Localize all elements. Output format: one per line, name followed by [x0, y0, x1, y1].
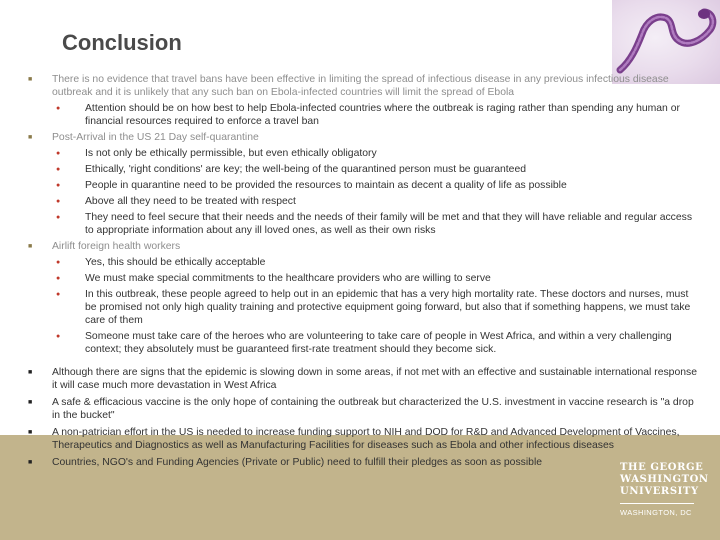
bullet-item: [28, 73, 698, 99]
bullet-item: [28, 240, 698, 253]
slide-title: Conclusion: [62, 30, 182, 55]
spacer: [28, 356, 698, 362]
square-bullet-icon: ■: [28, 369, 33, 376]
square-bullet-icon: ■: [28, 459, 33, 466]
dot-bullet-icon: ●: [56, 291, 61, 298]
dot-bullet-icon: ●: [56, 259, 61, 266]
bullet-item: [28, 396, 698, 422]
sub-bullet-item: [28, 195, 698, 208]
bullet-text: Post-Arrival in the US 21 Day self-quarantine: [52, 132, 259, 143]
sub-bullet-item: [28, 163, 698, 176]
dot-bullet-icon: ●: [56, 275, 61, 282]
square-bullet-icon: ■: [28, 76, 33, 83]
bullet-item: [28, 456, 698, 469]
dot-bullet-icon: ●: [56, 182, 61, 189]
bullet-list: [28, 70, 698, 469]
sub-bullet-item: [28, 272, 698, 285]
bullet-text: People in quarantine need to be provided the resources to maintain as decent a quality of life as possible: [85, 180, 567, 191]
bullet-text: A non-patrician effort in the US is needed to increase funding support to NIH and DOD for R&D and Advanced Development of Vaccines, Therapeutics and Diagnostics as well as Manufacturing Facilities for diseases such as Ebola and other infectious diseases: [52, 427, 680, 451]
bullet-text: Above all they need to be treated with respect: [85, 196, 296, 207]
bullet-text: A safe & efficacious vaccine is the only hope of containing the outbreak but characterized the U.S. investment in vaccine research is "a drop in the bucket": [52, 397, 694, 421]
sub-bullet-item: [28, 102, 698, 128]
logo-divider: [620, 503, 694, 504]
dot-bullet-icon: ●: [56, 333, 61, 340]
bullet-text: Attention should be on how best to help Ebola-infected countries where the outbreak is raging rather than spending any human or financial resources required to enforce a travel ban: [85, 103, 680, 127]
bullet-text: Yes, this should be ethically acceptable: [85, 257, 266, 268]
dot-bullet-icon: ●: [56, 105, 61, 112]
bullet-item: [28, 131, 698, 144]
dot-bullet-icon: ●: [56, 166, 61, 173]
sub-bullet-item: [28, 179, 698, 192]
bullet-text: Is not only be ethically permissible, but even ethically obligatory: [85, 148, 377, 159]
bullet-text: Countries, NGO's and Funding Agencies (Private or Public) need to fulfill their pledges as soon as possible: [52, 457, 543, 468]
dot-bullet-icon: ●: [56, 214, 61, 221]
dot-bullet-icon: ●: [56, 150, 61, 157]
bullet-text: We must make special commitments to the healthcare providers who are willing to serve: [85, 273, 491, 284]
sub-bullet-item: [28, 330, 698, 356]
sub-bullet-item: [28, 256, 698, 269]
bullet-text: Airlift foreign health workers: [52, 241, 181, 252]
logo-line: WASHINGTON: [620, 474, 709, 485]
bullet-text: Someone must take care of the heroes who are volunteering to take care of people in West Africa, and within a very challenging context; they absolutely must be guaranteed first-rate treatment should they become sick.: [85, 331, 672, 355]
sub-bullet-item: [28, 211, 698, 237]
bullet-text: In this outbreak, these people agreed to help out in an epidemic that has a very high mortality rate. These doctors and nurses, must be promised not only high quality training and protective equipment going forward, but also that if something happens, we must take care of them: [85, 289, 691, 326]
square-bullet-icon: ■: [28, 429, 33, 436]
sub-bullet-item: [28, 147, 698, 160]
bullet-text: They need to feel secure that their needs and the needs of their family will be met and that they will have reliable and regular access to appropriate information about any ill loved ones, as well as their own risks: [85, 212, 693, 236]
bullet-item: [28, 426, 698, 452]
bullet-item: [28, 366, 698, 392]
bullet-text: Ethically, 'right conditions' are key; the well-being of the quarantined person must be guaranteed: [85, 164, 527, 175]
square-bullet-icon: ■: [28, 134, 33, 141]
sub-bullet-item: [28, 288, 698, 327]
logo-location: WASHINGTON, DC: [620, 508, 692, 517]
logo-line: UNIVERSITY: [620, 486, 699, 497]
dot-bullet-icon: ●: [56, 198, 61, 205]
square-bullet-icon: ■: [28, 399, 33, 406]
bullet-text: There is no evidence that travel bans have been effective in limiting the spread of infectious disease in any previous infectious disease outbreak and it is unlikely that any such ban on Ebola-infected countries will limit the spread of Ebola: [52, 74, 669, 98]
logo-line: THE GEORGE: [620, 462, 704, 473]
university-logo: [620, 462, 710, 517]
bullet-text: Although there are signs that the epidemic is slowing down in some areas, if not met with an effective and sustainable international response it will case much more devastation in West Africa: [52, 367, 697, 391]
square-bullet-icon: ■: [28, 243, 33, 250]
